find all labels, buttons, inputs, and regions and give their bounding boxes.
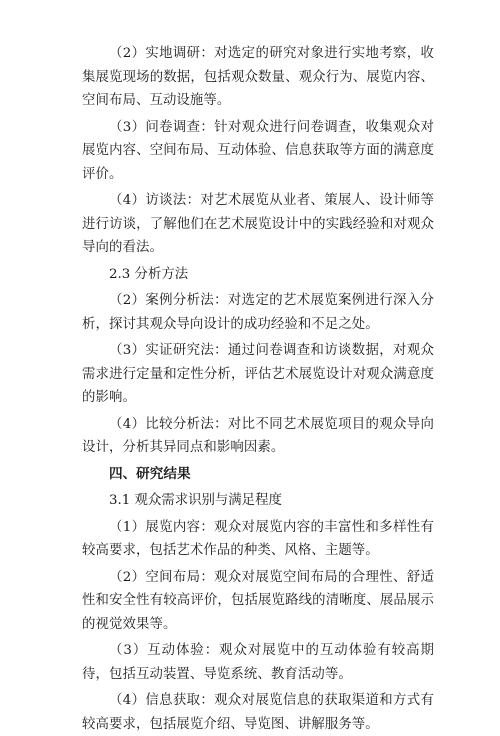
paragraph-content: （1）展览内容：观众对展览内容的丰富性和多样性有较高要求，包括艺术作品的种类、风格、主题等。	[82, 519, 434, 558]
paragraph-case-analysis: （2）案例分析法：对选定的艺术展览案例进行深入分析，探讨其观众导向设计的成功经验和不足之处。	[82, 293, 434, 332]
subheading-needs: 3.1 观众需求识别与满足程度	[109, 493, 282, 508]
section-heading-results: 四、研究结果	[109, 465, 191, 482]
document-body	[82, 42, 434, 736]
paragraph-empirical: （3）实证研究法：通过问卷调查和访谈数据，对观众需求进行定量和定性分析，评估艺术展览设计对观众满意度的影响。	[82, 343, 434, 405]
paragraph-layout: （2）空间布局：观众对展览空间布局的合理性、舒适性和安全性有较高评价，包括展览路线的清晰度、展品展示的视觉效果等。	[82, 569, 434, 632]
paragraph-questionnaire: （3）问卷调查：针对观众进行问卷调查，收集观众对展览内容、空间布局、互动体验、信息获取等方面的满意度评价。	[82, 119, 434, 182]
paragraph-info: （4）信息获取：观众对展览信息的获取渠道和方式有较高要求，包括展览介绍、导览图、讲解服务等。	[82, 693, 434, 732]
paragraph-comparative: （4）比较分析法：对比不同艺术展览项目的观众导向设计，分析其异同点和影响因素。	[82, 416, 434, 455]
paragraph-interaction: （3）互动体验：观众对展览中的互动体验有较高期待，包括互动装置、导览系统、教育活动等。	[82, 643, 434, 682]
paragraph-interview: （4）访谈法：对艺术展览从业者、策展人、设计师等进行访谈，了解他们在艺术展览设计中的实践经验和对观众导向的看法。	[82, 193, 434, 255]
subheading-analysis-methods: 2.3 分析方法	[109, 266, 189, 282]
paragraph-field-research: （2）实地调研：对选定的研究对象进行实地考察，收集展览现场的数据，包括观众数量、观众行为、展览内容、空间布局、互动设施等。	[82, 46, 434, 108]
